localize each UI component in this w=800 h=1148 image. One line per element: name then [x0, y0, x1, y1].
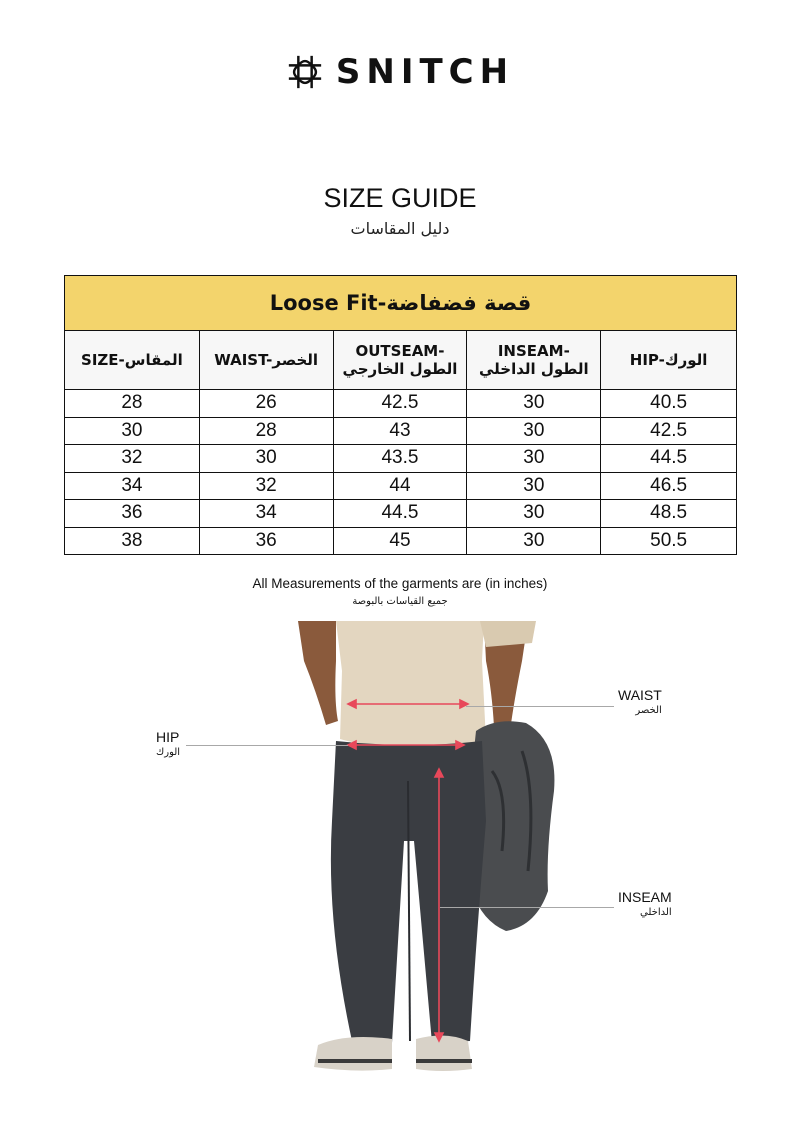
inseam-callout: INSEAM الداخلي [618, 889, 672, 918]
cell-size: 38 [65, 527, 200, 555]
column-header-inseam: INSEAM- الطول الداخلي [467, 331, 601, 390]
cell-waist: 30 [199, 445, 333, 473]
brand-logo [0, 52, 800, 92]
fit-header-row [65, 276, 737, 331]
cell-inseam: 30 [467, 390, 601, 418]
cell-waist: 32 [199, 472, 333, 500]
table-row [65, 527, 737, 555]
left-shoe [314, 1037, 392, 1071]
t-shirt [336, 621, 486, 746]
right-shoe [416, 1035, 472, 1071]
cell-outseam: 44 [333, 472, 467, 500]
cell-hip: 48.5 [601, 500, 737, 528]
hash-knot-icon [286, 53, 324, 91]
measurement-note-arabic: جميع القياسات بالبوصة [352, 596, 448, 607]
cell-hip: 40.5 [601, 390, 737, 418]
hip-leader-line [186, 745, 348, 746]
cell-waist: 28 [199, 417, 333, 445]
sleeve-right [480, 621, 536, 647]
cell-waist: 36 [199, 527, 333, 555]
cell-outseam: 44.5 [333, 500, 467, 528]
cell-inseam: 30 [467, 472, 601, 500]
cell-outseam: 43 [333, 417, 467, 445]
cell-size: 30 [65, 417, 200, 445]
column-header-hip: HIP-الورك [601, 331, 737, 390]
inseam-leader-line [440, 907, 614, 908]
left-arm [298, 621, 338, 725]
cell-inseam: 30 [467, 445, 601, 473]
cell-size: 28 [65, 390, 200, 418]
cell-hip: 42.5 [601, 417, 737, 445]
page-title: SIZE GUIDE [323, 183, 477, 213]
waist-callout: WAIST الخصر [618, 687, 662, 716]
cell-inseam: 30 [467, 500, 601, 528]
cell-inseam: 30 [467, 527, 601, 555]
cell-size: 36 [65, 500, 200, 528]
waist-leader-line [466, 706, 614, 707]
table-row [65, 417, 737, 445]
cell-hip: 44.5 [601, 445, 737, 473]
cell-size: 32 [65, 445, 200, 473]
cell-waist: 26 [199, 390, 333, 418]
table-row [65, 390, 737, 418]
cell-hip: 50.5 [601, 527, 737, 555]
cell-hip: 46.5 [601, 472, 737, 500]
brand-name: SNITCH [335, 52, 515, 92]
table-row [65, 445, 737, 473]
table-row [65, 472, 737, 500]
column-header-size: SIZE-المقاس [65, 331, 200, 390]
column-header-waist: WAIST-الخصر [199, 331, 333, 390]
cell-waist: 34 [199, 500, 333, 528]
cell-outseam: 42.5 [333, 390, 467, 418]
page-subtitle: دليل المقاسات [350, 219, 450, 238]
cell-outseam: 45 [333, 527, 467, 555]
column-header-row [65, 331, 737, 390]
cell-size: 34 [65, 472, 200, 500]
measurement-note: All Measurements of the garments are (in inches) [252, 576, 548, 591]
cell-inseam: 30 [467, 417, 601, 445]
table-row [65, 500, 737, 528]
column-header-outseam: OUTSEAM- الطول الخارجي [333, 331, 467, 390]
fit-title: Loose Fit-قصة فضفاضة [65, 276, 737, 331]
size-table [64, 275, 737, 555]
model-figure-illustration [296, 621, 560, 1076]
cell-outseam: 43.5 [333, 445, 467, 473]
hip-callout: HIP الورك [156, 729, 181, 758]
